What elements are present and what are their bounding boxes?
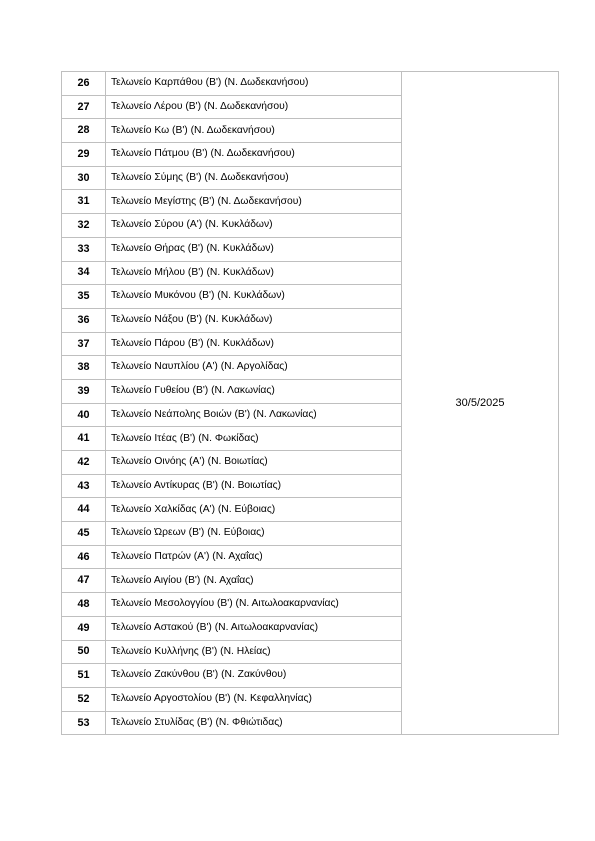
customs-office-table (61, 71, 559, 735)
row-number: 48 (62, 593, 106, 617)
row-number: 51 (62, 664, 106, 688)
customs-office-name: Τελωνείο Μεσολογγίου (Β') (Ν. Αιτωλοακαρνανίας) (106, 593, 402, 617)
customs-office-name: Τελωνείο Οινόης (Α') (Ν. Βοιωτίας) (106, 451, 402, 475)
customs-office-name: Τελωνείο Κυλλήνης (Β') (Ν. Ηλείας) (106, 640, 402, 664)
customs-office-name: Τελωνείο Πατρών (Α') (Ν. Αχαΐας) (106, 545, 402, 569)
row-number: 33 (62, 237, 106, 261)
customs-office-name: Τελωνείο Αστακού (Β') (Ν. Αιτωλοακαρνανίας) (106, 616, 402, 640)
customs-office-name: Τελωνείο Σύμης (Β') (Ν. Δωδεκανήσου) (106, 166, 402, 190)
row-number: 27 (62, 95, 106, 119)
date-cell: 30/5/2025 (402, 72, 559, 735)
row-number: 40 (62, 403, 106, 427)
customs-office-name: Τελωνείο Καρπάθου (Β') (Ν. Δωδεκανήσου) (106, 72, 402, 96)
customs-office-name: Τελωνείο Πάτμου (Β') (Ν. Δωδεκανήσου) (106, 143, 402, 167)
row-number: 29 (62, 143, 106, 167)
row-number: 37 (62, 332, 106, 356)
customs-office-name: Τελωνείο Πάρου (Β') (Ν. Κυκλάδων) (106, 332, 402, 356)
row-number: 53 (62, 711, 106, 735)
customs-office-name: Τελωνείο Θήρας (Β') (Ν. Κυκλάδων) (106, 237, 402, 261)
row-number: 50 (62, 640, 106, 664)
row-number: 35 (62, 285, 106, 309)
customs-office-name: Τελωνείο Χαλκίδας (Α') (Ν. Εύβοιας) (106, 498, 402, 522)
row-number: 42 (62, 451, 106, 475)
customs-office-name: Τελωνείο Στυλίδας (Β') (Ν. Φθιώτιδας) (106, 711, 402, 735)
customs-office-name: Τελωνείο Ώρεων (Β') (Ν. Εύβοιας) (106, 522, 402, 546)
customs-office-name: Τελωνείο Αντίκυρας (Β') (Ν. Βοιωτίας) (106, 474, 402, 498)
customs-office-name: Τελωνείο Ζακύνθου (Β') (Ν. Ζακύνθου) (106, 664, 402, 688)
customs-office-name: Τελωνείο Σύρου (Α') (Ν. Κυκλάδων) (106, 214, 402, 238)
table-body (62, 72, 559, 735)
customs-office-name: Τελωνείο Αργοστολίου (Β') (Ν. Κεφαλληνίας) (106, 687, 402, 711)
customs-office-name: Τελωνείο Λέρου (Β') (Ν. Δωδεκανήσου) (106, 95, 402, 119)
customs-office-name: Τελωνείο Ναυπλίου (Α') (Ν. Αργολίδας) (106, 356, 402, 380)
row-number: 32 (62, 214, 106, 238)
row-number: 46 (62, 545, 106, 569)
customs-office-name: Τελωνείο Μυκόνου (Β') (Ν. Κυκλάδων) (106, 285, 402, 309)
customs-office-name: Τελωνείο Μήλου (Β') (Ν. Κυκλάδων) (106, 261, 402, 285)
row-number: 43 (62, 474, 106, 498)
customs-office-name: Τελωνείο Ιτέας (Β') (Ν. Φωκίδας) (106, 427, 402, 451)
customs-office-name: Τελωνείο Νάξου (Β') (Ν. Κυκλάδων) (106, 308, 402, 332)
row-number: 45 (62, 522, 106, 546)
row-number: 39 (62, 379, 106, 403)
row-number: 47 (62, 569, 106, 593)
row-number: 28 (62, 119, 106, 143)
table-row (62, 72, 559, 96)
row-number: 52 (62, 687, 106, 711)
row-number: 30 (62, 166, 106, 190)
row-number: 31 (62, 190, 106, 214)
row-number: 26 (62, 72, 106, 96)
customs-office-name: Τελωνείο Μεγίστης (Β') (Ν. Δωδεκανήσου) (106, 190, 402, 214)
row-number: 41 (62, 427, 106, 451)
customs-office-name: Τελωνείο Νεάπολης Βοιών (Β') (Ν. Λακωνίας) (106, 403, 402, 427)
row-number: 34 (62, 261, 106, 285)
row-number: 49 (62, 616, 106, 640)
customs-office-name: Τελωνείο Κω (Β') (Ν. Δωδεκανήσου) (106, 119, 402, 143)
row-number: 36 (62, 308, 106, 332)
row-number: 38 (62, 356, 106, 380)
customs-office-name: Τελωνείο Γυθείου (Β') (Ν. Λακωνίας) (106, 379, 402, 403)
row-number: 44 (62, 498, 106, 522)
customs-office-name: Τελωνείο Αιγίου (Β') (Ν. Αχαΐας) (106, 569, 402, 593)
